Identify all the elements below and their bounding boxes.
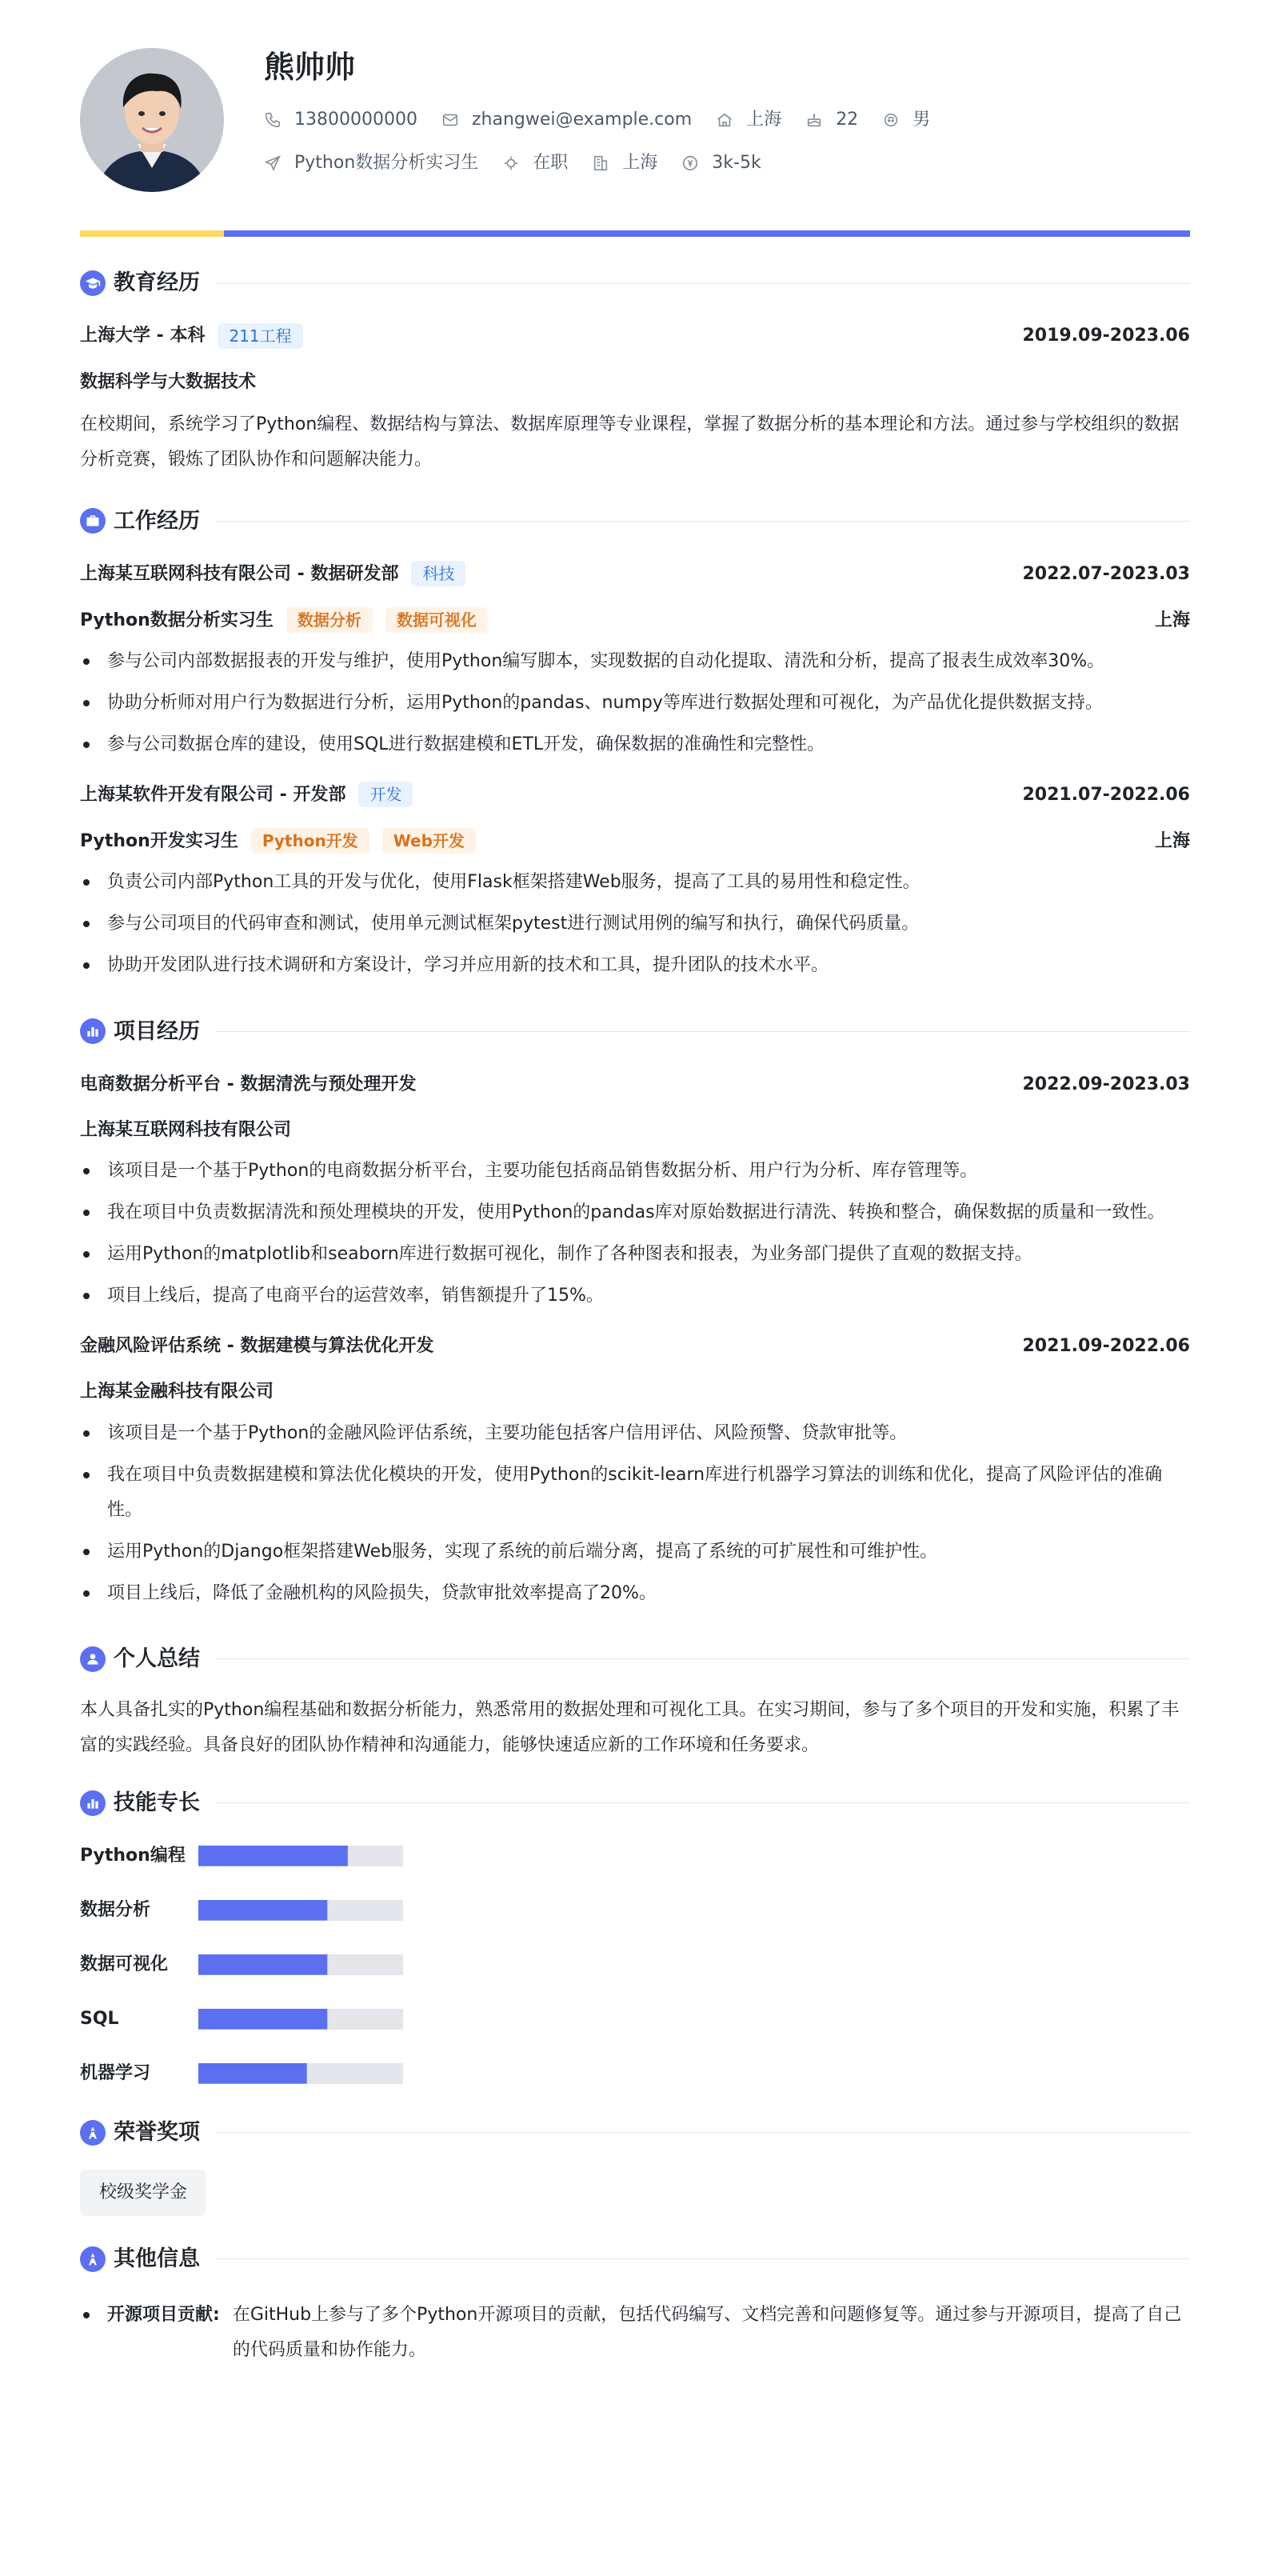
cake-icon xyxy=(805,111,823,129)
skill-name: Python编程 xyxy=(80,1845,186,1866)
list-item: 项目上线后，提高了电商平台的运营效率，销售额提升了15%。 xyxy=(80,1278,1190,1314)
work-section-header xyxy=(80,505,1190,537)
award-chip: 校级奖学金 xyxy=(80,2170,206,2216)
briefcase-icon xyxy=(80,508,106,534)
project-date: 2021.09-2022.06 xyxy=(1022,1335,1190,1356)
section-title: 工作经历 xyxy=(114,508,200,534)
intent-row xyxy=(264,149,954,178)
skill-bar xyxy=(198,1954,403,1975)
money-icon xyxy=(681,154,699,172)
work-date: 2022.07-2023.03 xyxy=(1022,563,1190,584)
status-item xyxy=(502,149,568,177)
list-item: 该项目是一个基于Python的金融风险评估系统，主要功能包括客户信用评估、风险预警、贷款审批等。 xyxy=(80,1416,1190,1451)
list-item: 协助分析师对用户行为数据进行分析，运用Python的pandas、numpy等库进行数据处理和可视化，为产品优化提供数据支持。 xyxy=(80,686,1190,721)
project-bullets xyxy=(80,1416,1190,1611)
salary-text: 3k-5k xyxy=(712,153,761,174)
building-icon xyxy=(592,154,609,172)
section-title: 个人总结 xyxy=(114,1646,200,1671)
section-title: 技能专长 xyxy=(114,1790,200,1815)
work-city: 上海 xyxy=(1154,830,1190,851)
skill-name: 数据分析 xyxy=(80,1899,151,1920)
project-company: 上海某互联网科技有限公司 xyxy=(80,1120,292,1141)
skill-bar xyxy=(198,1900,403,1921)
awards-section-header xyxy=(80,2117,1190,2149)
age-item xyxy=(805,106,858,134)
job-target-text: Python数据分析实习生 xyxy=(294,153,479,174)
list-item: 运用Python的Django框架搭建Web服务，实现了系统的前后端分离，提高了系统的可扩展性和可维护性。 xyxy=(80,1534,1190,1570)
list-item xyxy=(80,2298,1190,2368)
info-icon xyxy=(80,2246,106,2272)
school-name: 上海大学 - 本科 xyxy=(80,326,206,346)
skill-fill xyxy=(198,2009,327,2030)
projects-section-header xyxy=(80,1015,1190,1047)
education-entry xyxy=(80,322,1190,478)
education-date: 2019.09-2023.06 xyxy=(1022,326,1190,346)
list-item: 该项目是一个基于Python的电商数据分析平台，主要功能包括商品销售数据分析、用户行为分析、库存管理等。 xyxy=(80,1154,1190,1189)
list-item: 参与公司数据仓库的建设，使用SQL进行数据建模和ETL开发，确保数据的准确性和完整性。 xyxy=(80,727,1190,762)
section-title: 其他信息 xyxy=(114,2246,200,2271)
chart-icon xyxy=(80,1018,106,1044)
skills-list xyxy=(80,1842,1190,2088)
skill-bar xyxy=(198,2063,403,2084)
skill-fill xyxy=(198,1900,327,1921)
list-item: 负责公司内部Python工具的开发与优化，使用Flask框架搭建Web服务，提高了工具的易用性和稳定性。 xyxy=(80,865,1190,900)
role-tag: Web开发 xyxy=(382,828,476,854)
skill-fill xyxy=(198,2063,307,2084)
education-section-header xyxy=(80,267,1190,299)
award-icon xyxy=(80,2120,106,2146)
section-title: 教育经历 xyxy=(114,270,200,296)
skill-row xyxy=(80,1842,1190,1870)
skill-name: SQL xyxy=(80,2008,119,2029)
gender-item xyxy=(882,106,930,134)
gender-icon xyxy=(882,111,900,129)
other-text: 在GitHub上参与了多个Python开源项目的贡献，包括代码编写、文档完善和问题修复等。通过参与开源项目，提高了自己的代码质量和协作能力。 xyxy=(232,2304,1182,2360)
location-text: 上海 xyxy=(746,110,782,130)
company-tag: 科技 xyxy=(411,561,465,586)
work-entry xyxy=(80,559,1190,762)
company-tag: 开发 xyxy=(358,782,413,807)
location-item xyxy=(716,106,781,134)
mail-icon xyxy=(441,111,459,129)
school-tag: 211工程 xyxy=(218,323,302,349)
target-city-text: 上海 xyxy=(622,153,658,174)
age-text: 22 xyxy=(836,110,859,130)
summary-text: 本人具备扎实的Python编程基础和数据分析能力，熟悉常用的数据处理和可视化工具。在实习期间，参与了多个项目的开发和实施，积累了丰富的实践经验。具备良好的团队协作精神和沟通能力，能够快速适应新的工作环境和任务要求。 xyxy=(80,1699,1180,1755)
skill-name: 机器学习 xyxy=(80,2062,151,2083)
status-text: 在职 xyxy=(533,153,569,174)
work-bullets xyxy=(80,644,1190,762)
work-entry xyxy=(80,780,1190,983)
project-title: 电商数据分析平台 - 数据清洗与预处理开发 xyxy=(80,1074,417,1094)
role-tag: Python开发 xyxy=(251,828,369,854)
phone-text: 13800000000 xyxy=(294,110,417,130)
graduation-cap-icon xyxy=(80,270,106,296)
contact-row xyxy=(264,106,954,134)
project-title: 金融风险评估系统 - 数据建模与算法优化开发 xyxy=(80,1335,434,1356)
work-date: 2021.07-2022.06 xyxy=(1022,784,1190,805)
project-bullets xyxy=(80,1154,1190,1314)
other-section-header xyxy=(80,2243,1190,2275)
phone-item xyxy=(264,106,417,134)
section-title: 项目经历 xyxy=(114,1018,200,1044)
candidate-name: 熊帅帅 xyxy=(264,50,356,85)
job-target-item xyxy=(264,149,478,177)
skill-fill xyxy=(198,1954,327,1975)
work-city: 上海 xyxy=(1154,610,1190,630)
target-city-item xyxy=(592,149,657,177)
role-name: Python开发实习生 xyxy=(80,830,238,851)
list-item: 运用Python的matplotlib和seaborn库进行数据可视化，制作了各种图表和报表，为业务部门提供了直观的数据支持。 xyxy=(80,1237,1190,1272)
role-tag: 数据可视化 xyxy=(385,607,488,633)
other-label: 开源项目贡献: xyxy=(107,2304,220,2325)
list-item: 项目上线后，降低了金融机构的风险损失，贷款审批效率提高了20%。 xyxy=(80,1576,1190,1611)
avatar xyxy=(80,48,224,192)
user-icon xyxy=(80,1646,106,1672)
major-name: 数据科学与大数据技术 xyxy=(80,372,257,392)
resume-header xyxy=(80,45,1190,230)
summary-section-header xyxy=(80,1643,1190,1675)
section-title: 荣誉奖项 xyxy=(114,2119,200,2145)
list-item: 参与公司项目的代码审查和测试，使用单元测试框架pytest进行测试用例的编写和执行，确保代码质量。 xyxy=(80,906,1190,942)
project-entry xyxy=(80,1070,1190,1314)
salary-item xyxy=(681,149,761,177)
project-company: 上海某金融科技有限公司 xyxy=(80,1382,274,1402)
role-tag: 数据分析 xyxy=(286,607,373,633)
skill-name: 数据可视化 xyxy=(80,1954,169,1974)
company-name: 上海某互联网科技有限公司 - 数据研发部 xyxy=(80,563,399,584)
skill-row xyxy=(80,2059,1190,2088)
education-description: 在校期间，系统学习了Python编程、数据结构与算法、数据库原理等专业课程，掌握了数据分析的基本理论和方法。通过参与学校组织的数据分析竞赛，锻炼了团队协作和问题解决能力。 xyxy=(80,414,1180,470)
skill-row xyxy=(80,1950,1190,1979)
list-item: 参与公司内部数据报表的开发与维护，使用Python编写脚本，实现数据的自动化提取、清洗和分析，提高了报表生成效率30%。 xyxy=(80,644,1190,679)
header-divider xyxy=(80,230,1190,237)
work-bullets xyxy=(80,865,1190,983)
skill-bar xyxy=(198,1846,403,1866)
header-info xyxy=(264,45,954,178)
skill-fill xyxy=(198,1846,348,1866)
phone-icon xyxy=(264,111,282,129)
send-icon xyxy=(264,154,282,172)
awards-list xyxy=(80,2170,1190,2216)
role-name: Python数据分析实习生 xyxy=(80,610,274,630)
list-item: 我在项目中负责数据清洗和预处理模块的开发，使用Python的pandas库对原始数据进行清洗、转换和整合，确保数据的质量和一致性。 xyxy=(80,1195,1190,1230)
list-item: 协助开发团队进行技术调研和方案设计，学习并应用新的技术和工具，提升团队的技术水平。 xyxy=(80,948,1190,983)
email-item xyxy=(441,106,692,134)
company-name: 上海某软件开发有限公司 - 开发部 xyxy=(80,784,346,805)
other-list xyxy=(80,2298,1190,2368)
skill-row xyxy=(80,2005,1190,2034)
project-date: 2022.09-2023.03 xyxy=(1022,1074,1190,1094)
home-icon xyxy=(716,111,733,129)
email-text: zhangwei@example.com xyxy=(471,110,693,130)
skill-bar xyxy=(198,2009,403,2030)
skill-row xyxy=(80,1896,1190,1925)
skills-section-header xyxy=(80,1787,1190,1819)
gender-text: 男 xyxy=(913,110,931,130)
project-entry xyxy=(80,1331,1190,1610)
chart-icon xyxy=(80,1790,106,1816)
list-item: 我在项目中负责数据建模和算法优化模块的开发，使用Python的scikit-learn库进行机器学习算法的训练和优化，提高了风险评估的准确性。 xyxy=(80,1458,1190,1528)
status-icon xyxy=(502,154,520,172)
